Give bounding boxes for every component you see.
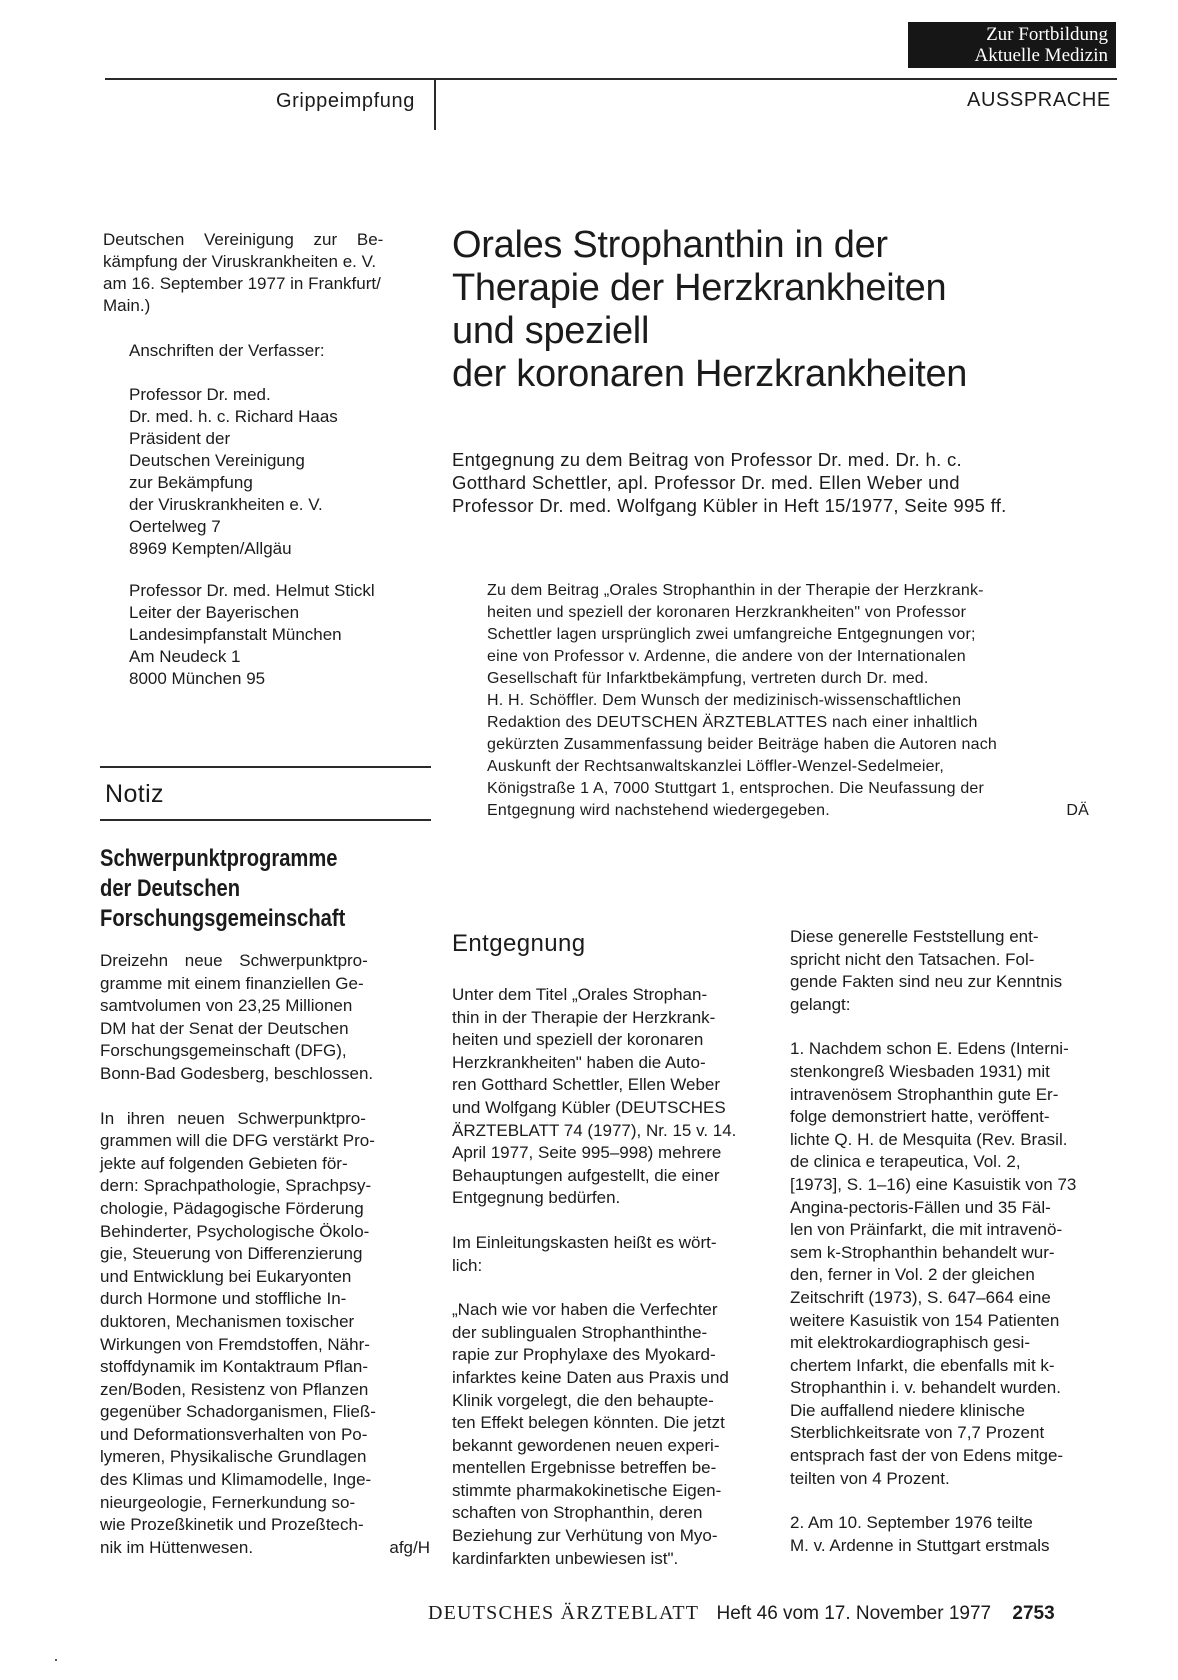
text-line: 1. Nachdem schon E. Edens (Interni-: [790, 1039, 1069, 1059]
intro-line: heiten und speziell der koronaren Herzkrankheiten" von Professor: [487, 604, 967, 621]
text-line: und Entwicklung bei Eukaryonten: [100, 1266, 352, 1286]
text-line: Diese generelle Feststellung ent-: [790, 927, 1039, 946]
text-line: Main.): [103, 296, 151, 315]
author-address-2: [129, 580, 375, 690]
address-line: zur Bekämpfung: [129, 473, 253, 492]
intro-line: Auskunft der Rechtsanwaltskanzlei Löffler-Wenzel-Sedelmeier,: [487, 758, 944, 775]
text-line: und Wolfgang Kübler (DEUTSCHES: [452, 1097, 726, 1117]
text-line: lich:: [452, 1255, 483, 1275]
address-line: Landesimpfanstalt München: [129, 625, 342, 644]
text-line: DM hat der Senat der Deutschen: [100, 1018, 349, 1038]
running-header-right: AUSSPRACHE: [967, 89, 1111, 111]
paragraph: [452, 1232, 770, 1277]
page-number: 2753: [1012, 1603, 1055, 1624]
address-line: Leiter der Bayerischen: [129, 603, 300, 622]
text-line: gramme mit einem finanziellen Ge-: [100, 973, 364, 993]
subtitle-line: Entgegnung zu dem Beitrag von Professor Dr. med. Dr. h. c.: [452, 449, 962, 470]
intro-line: H. H. Schöffler. Dem Wunsch der medizinisch-wissenschaftlichen: [487, 692, 962, 709]
title-line: der koronaren Herzkrankheiten: [452, 353, 968, 395]
title-line: und speziell: [452, 310, 650, 352]
intro-line: eine von Professor v. Ardenne, die andere von der Internationalen: [487, 648, 966, 665]
text-line: gegenüber Schadorganismen, Fließ-: [100, 1402, 376, 1422]
text-line: Behinderter, Psychologische Ökolo-: [100, 1221, 370, 1241]
article-title: [452, 224, 1092, 396]
text-line: infarktes keine Daten aus Praxis und: [452, 1367, 729, 1387]
text-line: Behauptungen aufgestellt, die einer: [452, 1165, 720, 1185]
title-line: Therapie der Herzkrankheiten: [452, 267, 947, 309]
badge-line-2: Aktuelle Medizin: [974, 45, 1108, 66]
editor-tag: DÄ: [1066, 802, 1089, 819]
text-line: duktoren, Mechanismen toxischer: [100, 1311, 355, 1331]
text-line: mit elektrokardiographisch gesi-: [790, 1333, 1030, 1353]
notiz-signature: afg/H: [389, 1537, 430, 1557]
section-heading: Entgegnung: [452, 930, 586, 957]
text-line: gende Fakten sind neu zur Kenntnis: [790, 972, 1063, 992]
badge-line-1: Zur Fortbildung: [986, 24, 1108, 45]
text-line: folge demonstriert hatte, veröffent-: [790, 1107, 1050, 1127]
text-line: ÄRZTEBLATT 74 (1977), Nr. 15 v. 14.: [452, 1120, 737, 1140]
address-line: Professor Dr. med.: [129, 385, 271, 404]
text-line: ten Effekt belegen könnten. Die jetzt: [452, 1413, 725, 1433]
column-divider: [434, 78, 436, 130]
intro-line: Redaktion des DEUTSCHEN ÄRZTEBLATTES nach einer inhaltlich: [487, 714, 978, 731]
text-line: durch Hormone und stoffliche In-: [100, 1289, 347, 1309]
address-line: 8969 Kempten/Allgäu: [129, 539, 292, 558]
text-line: spricht nicht den Tatsachen. Fol-: [790, 949, 1035, 969]
text-line: In ihren neuen Schwerpunktpro-: [100, 1108, 366, 1128]
text-line: teilten von 4 Prozent.: [790, 1468, 950, 1488]
text-line: bekannt gewordenen neuen experi-: [452, 1435, 720, 1455]
intro-line: [487, 800, 1089, 822]
text-line: Forschungsgemeinschaft (DFG),: [100, 1041, 347, 1061]
text-line: jekte auf folgenden Gebieten för-: [100, 1153, 348, 1173]
notiz-top-rule: [100, 766, 431, 768]
text-line: April 1977, Seite 995–998) mehrere: [452, 1143, 722, 1163]
text-line: lymeren, Physikalische Grundlagen: [100, 1447, 367, 1467]
text-line: des Klimas und Klimamodelle, Inge-: [100, 1470, 372, 1490]
text-line: kardinfarkten unbewiesen ist".: [452, 1548, 679, 1568]
text-line: am 16. September 1977 in Frankfurt/: [103, 274, 381, 293]
intro-line: gekürzten Zusammenfassung beider Beiträge haben die Autoren nach: [487, 736, 998, 753]
text-line: [1973], S. 1–16) eine Kasuistik von 73: [790, 1174, 1077, 1194]
paragraph: [452, 984, 770, 1210]
notiz-title-line: Schwerpunktprogramme: [100, 845, 338, 872]
text-line: samtvolumen von 23,25 Millionen: [100, 996, 353, 1016]
notiz-label: Notiz: [105, 780, 164, 808]
text-line: [100, 1537, 430, 1560]
text-line: und Deformationsverhalten von Po-: [100, 1424, 368, 1444]
text-line: M. v. Ardenne in Stuttgart erstmals: [790, 1535, 1050, 1555]
text-line: Zeitschrift (1973), S. 647–664 eine: [790, 1287, 1051, 1307]
addresses-heading: Anschriften der Verfasser:: [129, 341, 325, 360]
author-address-1: [129, 384, 338, 560]
paragraph: [790, 1512, 1112, 1557]
article-subtitle: [452, 448, 1112, 517]
text-line: Beziehung zur Verhütung von Myo-: [452, 1526, 718, 1546]
address-line: Oertelweg 7: [129, 517, 221, 536]
text-line: Unter dem Titel „Orales Strophan-: [452, 985, 708, 1004]
paragraph: [790, 926, 1112, 1016]
editorial-intro: [487, 580, 1089, 822]
text-line: gelangt:: [790, 994, 851, 1014]
text-line: Angina-pectoris-Fällen und 35 Fäl-: [790, 1197, 1051, 1217]
text-line: Sterblichkeitsrate von 7,7 Prozent: [790, 1423, 1045, 1443]
text-line: chologie, Pädagogische Förderung: [100, 1198, 364, 1218]
text-line: Klinik vorgelegt, die den behaupte-: [452, 1390, 714, 1410]
text-line: intravenösem Strophanthin gute Er-: [790, 1084, 1059, 1104]
intro-line: Schettler lagen ursprünglich zwei umfangreiche Entgegnungen vor;: [487, 626, 976, 643]
quotation: [452, 1299, 770, 1570]
print-speck: [55, 1659, 57, 1661]
text-line: stenkongreß Wiesbaden 1931) mit: [790, 1061, 1050, 1081]
text-line: kämpfung der Viruskrankheiten e. V.: [103, 252, 377, 271]
subtitle-line: Gotthard Schettler, apl. Professor Dr. med. Ellen Weber und: [452, 472, 960, 493]
title-line: Orales Strophanthin in der: [452, 224, 888, 266]
text-line-end: nik im Hüttenwesen.: [100, 1537, 254, 1557]
page-footer: [428, 1602, 1055, 1625]
address-line: Professor Dr. med. Helmut Stickl: [129, 581, 375, 600]
text-line: sem k-Strophanthin behandelt wur-: [790, 1242, 1055, 1262]
text-line: nieurgeologie, Fernerkundung so-: [100, 1492, 356, 1512]
running-header-left: Grippeimpfung: [276, 90, 415, 112]
text-line: gie, Steuerung von Differenzierung: [100, 1244, 363, 1264]
text-line: Dreizehn neue Schwerpunktpro-: [100, 951, 368, 970]
publication-name: DEUTSCHES ÄRZTEBLATT: [428, 1602, 700, 1624]
text-line: lichte Q. H. de Mesquita (Rev. Brasil.: [790, 1129, 1068, 1149]
address-line: Deutschen Vereinigung: [129, 451, 305, 470]
intro-line: Gesellschaft für Infarktbekämpfung, vertreten durch Dr. med.: [487, 670, 929, 687]
issue-info: Heft 46 vom 17. November 1977: [716, 1603, 992, 1624]
address-line: Am Neudeck 1: [129, 647, 241, 666]
intro-line-end: Entgegnung wird nachstehend wiedergegeben.: [487, 802, 830, 819]
text-line: rapie zur Prophylaxe des Myokard-: [452, 1345, 716, 1365]
text-line: zen/Boden, Resistenz von Pflanzen: [100, 1379, 369, 1399]
notiz-paragraph-1: [100, 950, 430, 1086]
section-badge: [908, 22, 1116, 68]
text-line: chertem Infarkt, die ebenfalls mit k-: [790, 1355, 1055, 1375]
subtitle-line: Professor Dr. med. Wolfgang Kübler in Heft 15/1977, Seite 995 ff.: [452, 495, 1007, 516]
text-line: heiten und speziell der koronaren: [452, 1030, 704, 1050]
text-line: wie Prozeßkinetik und Prozeßtech-: [100, 1515, 364, 1535]
text-line: „Nach wie vor haben die Verfechter: [452, 1300, 718, 1320]
address-line: Dr. med. h. c. Richard Haas: [129, 407, 338, 426]
notiz-title: [100, 844, 377, 934]
text-line: entsprach fast der von Edens mitge-: [790, 1446, 1064, 1466]
notiz-body: [100, 950, 430, 1559]
text-line: weitere Kasuistik von 154 Patienten: [790, 1310, 1060, 1330]
text-line: dern: Sprachpathologie, Sprachpsy-: [100, 1176, 372, 1196]
intro-line: Zu dem Beitrag „Orales Strophanthin in der Therapie der Herzkrank-: [487, 582, 984, 599]
text-line: Die auffallend niedere klinische: [790, 1400, 1026, 1420]
text-line: Entgegnung bedürfen.: [452, 1188, 621, 1208]
text-line: grammen will die DFG verstärkt Pro-: [100, 1131, 375, 1151]
address-line: Präsident der: [129, 429, 231, 448]
text-line: thin in der Therapie der Herzkrank-: [452, 1007, 716, 1027]
intro-line: Königstraße 1 A, 7000 Stuttgart 1, entsprochen. Die Neufassung der: [487, 780, 985, 797]
text-line: ren Gotthard Schettler, Ellen Weber: [452, 1075, 721, 1095]
text-line: stoffdynamik im Kontaktraum Pflan-: [100, 1357, 369, 1377]
address-line: der Viruskrankheiten e. V.: [129, 495, 323, 514]
notiz-bottom-rule: [100, 819, 431, 821]
text-line: 2. Am 10. September 1976 teilte: [790, 1513, 1033, 1533]
text-line: den, ferner in Vol. 2 der gleichen: [790, 1265, 1035, 1285]
text-line: Strophanthin i. v. behandelt wurden.: [790, 1378, 1061, 1398]
text-line: Bonn-Bad Godesberg, beschlossen.: [100, 1063, 374, 1083]
text-line: mentellen Ergebnisse betreffen be-: [452, 1458, 717, 1478]
text-line: Herzkrankheiten" haben die Auto-: [452, 1052, 706, 1072]
text-line: de clinica e terapeutica, Vol. 2,: [790, 1152, 1021, 1172]
text-line: schaften von Strophanthin, deren: [452, 1503, 703, 1523]
text-line: len von Präinfarkt, die mit intravenö-: [790, 1220, 1063, 1240]
article-column-3: [790, 926, 1112, 1557]
text-line: Im Einleitungskasten heißt es wört-: [452, 1232, 717, 1252]
notiz-paragraph-2: [100, 1108, 430, 1560]
notiz-title-line: der Deutschen: [100, 875, 241, 902]
text-line: der sublingualen Strophanthinthe-: [452, 1322, 708, 1342]
paragraph: [790, 1038, 1112, 1490]
text-line: stimmte pharmakokinetische Eigen-: [452, 1480, 722, 1500]
article-column-2: [452, 984, 770, 1570]
top-rule: [105, 78, 1117, 80]
text-line: Wirkungen von Fremdstoffen, Nähr-: [100, 1334, 370, 1354]
notiz-title-line: Forschungsgemeinschaft: [100, 905, 346, 932]
address-line: 8000 München 95: [129, 669, 266, 688]
text-line: Deutschen Vereinigung zur Be-: [103, 230, 384, 249]
continued-text: [103, 229, 433, 317]
